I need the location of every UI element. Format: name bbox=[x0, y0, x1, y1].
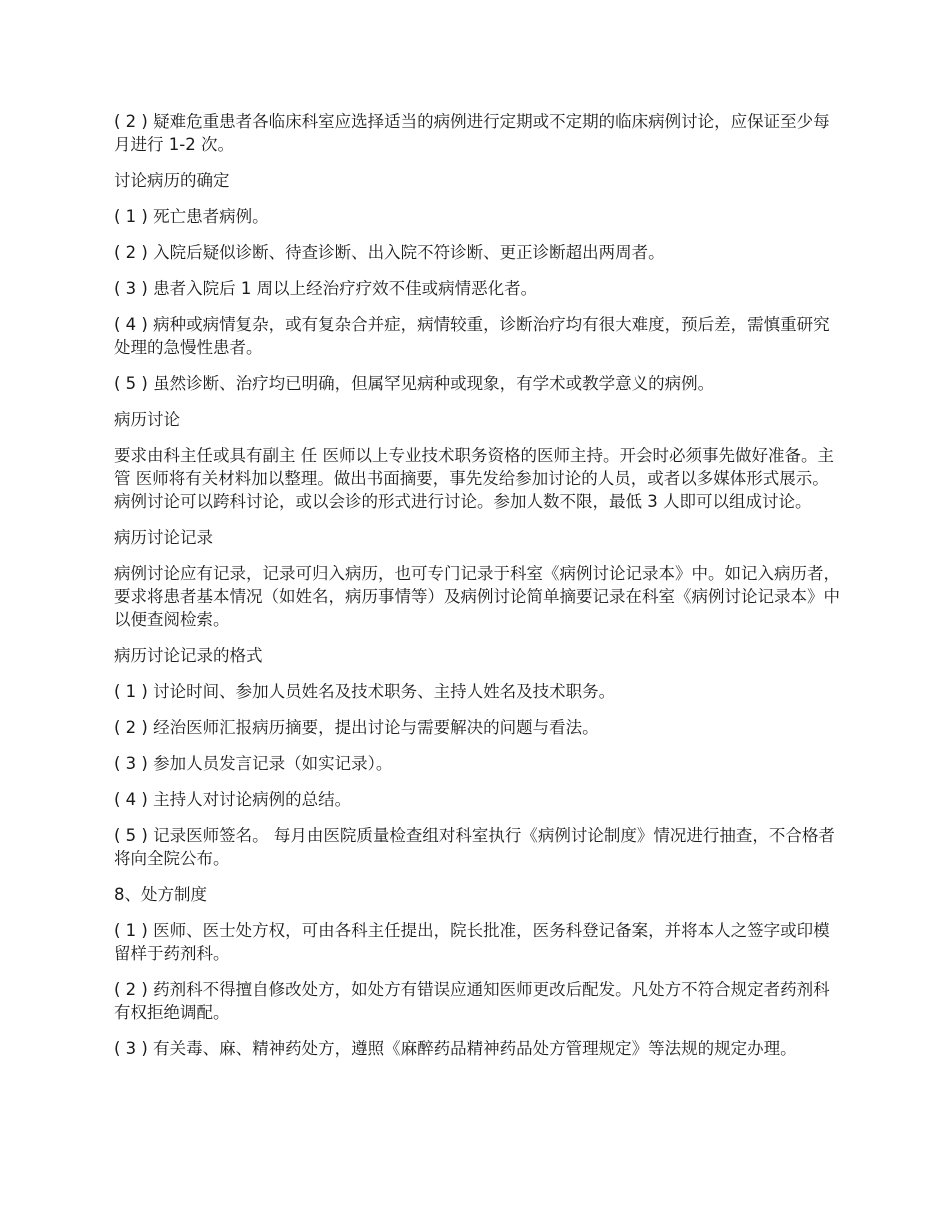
list-item: ( 3 ) 参加人员发言记录（如实记录）。 bbox=[114, 754, 393, 773]
list-item: ( 1 ) 讨论时间、参加人员姓名及技术职务、主持人姓名及技术职务。 bbox=[114, 682, 616, 701]
list-item: ( 1 ) 死亡患者病例。 bbox=[114, 207, 269, 226]
list-item: ( 1 ) 医师、医士处方权，可由各科主任提出，院长批准，医务科登记备案，并将本人之签字或印模留样于药剂科。 bbox=[114, 921, 830, 963]
section-heading: 病历讨论记录 bbox=[114, 528, 213, 547]
list-item: ( 5 ) 虽然诊断、治疗均已明确，但属罕见病种或现象，有学术或教学意义的病例。 bbox=[114, 374, 715, 393]
list-item: ( 2 ) 经治医师汇报病历摘要，提出讨论与需要解决的问题与看法。 bbox=[114, 718, 599, 737]
list-item: ( 4 ) 主持人对讨论病例的总结。 bbox=[114, 790, 352, 809]
paragraph: 要求由科主任或具有副主 任 医师以上专业技术职务资格的医师主持。开会时必须事先做好准备。主 管 医师将有关材料加以整理。做出书面摘要，事先发给参加讨论的人员，或者以多媒体形式展示。 病例讨论可以跨科讨论，或以会诊的形式进行讨论。参加人数不限，最低 3 人即可以组成讨论。 bbox=[114, 446, 840, 511]
list-item: ( 5 ) 记录医师签名。 每月由医院质量检查组对科室执行《病例讨论制度》情况进行抽查，不合格者将向全院公布。 bbox=[114, 826, 835, 868]
list-item: ( 4 ) 病种或病情复杂，或有复杂合并症，病情较重，诊断治疗均有很大难度，预后差，需慎重研究处理的急慢性患者。 bbox=[114, 315, 830, 357]
list-item: ( 3 ) 患者入院后 1 周以上经治疗疗效不佳或病情恶化者。 bbox=[114, 279, 538, 298]
section-heading: 病历讨论记录的格式 bbox=[114, 646, 263, 665]
list-item: ( 3 ) 有关毒、麻、精神药处方，遵照《麻醉药品精神药品处方管理规定》等法规的规定办理。 bbox=[114, 1039, 797, 1058]
list-item: ( 2 ) 入院后疑似诊断、待查诊断、出入院不符诊断、更正诊断超出两周者。 bbox=[114, 243, 665, 262]
document-page bbox=[114, 110, 844, 1060]
paragraph: 病例讨论应有记录，记录可归入病历，也可专门记录于科室《病例讨论记录本》中。如记入病历者，要求将患者基本情况（如姓名，病历事情等）及病例讨论简单摘要记录在科室《病例讨论记录本》中以便查阅检索。 bbox=[114, 564, 840, 629]
paragraph: ( 2 ) 疑难危重患者各临床科室应选择适当的病例进行定期或不定期的临床病例讨论，应保证至少每月进行 1-2 次。 bbox=[114, 112, 830, 154]
section-heading: 8、处方制度 bbox=[114, 885, 207, 904]
section-heading: 病历讨论 bbox=[114, 410, 180, 429]
section-heading: 讨论病历的确定 bbox=[114, 171, 230, 190]
list-item: ( 2 ) 药剂科不得擅自修改处方，如处方有错误应通知医师更改后配发。凡处方不符合规定者药剂科有权拒绝调配。 bbox=[114, 980, 830, 1022]
